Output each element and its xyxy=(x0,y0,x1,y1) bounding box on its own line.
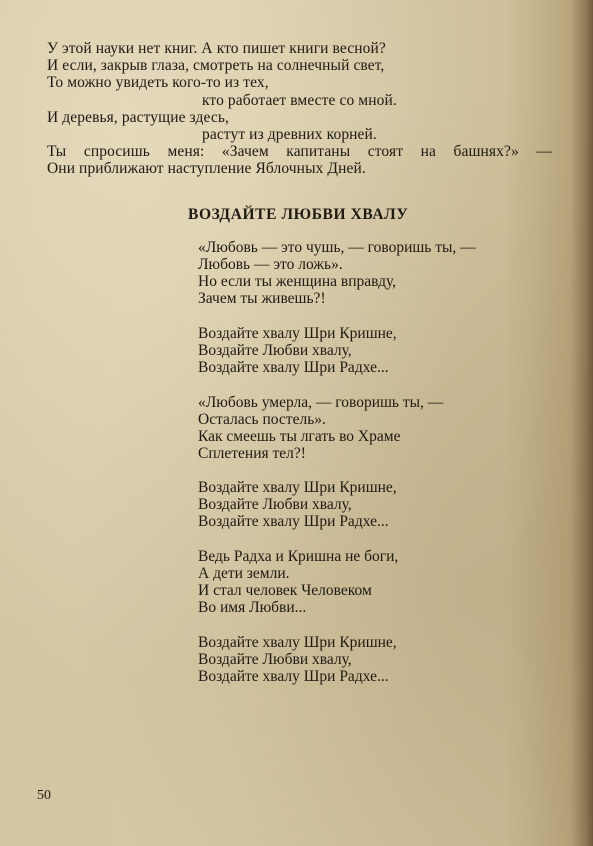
poem-title: ВОЗДАЙТЕ ЛЮБВИ ХВАЛУ xyxy=(188,206,409,223)
refrain-stanza xyxy=(198,325,518,376)
verse-line: Воздайте хвалу Шри Кришне, xyxy=(198,479,397,497)
verse-line: «Любовь умерла, — говоришь ты, — xyxy=(198,393,444,411)
verse-line: Ведь Радха и Кришна не боги, xyxy=(198,548,399,566)
poem-body xyxy=(198,239,518,703)
verse-line: Воздайте Любви хвалу, xyxy=(198,496,352,514)
stanza xyxy=(198,239,518,307)
prose-line: Ты спросишь меня: «Зачем капитаны стоят на башнях?» — xyxy=(47,143,552,161)
stanza xyxy=(198,394,518,462)
prose-line: Они приближают наступление Яблочных Дней. xyxy=(47,160,366,178)
verse-line: Сплетения тел?! xyxy=(198,444,306,462)
verse-line: Как смеешь ты лгать во Храме xyxy=(198,427,401,445)
verse-line: Воздайте хвалу Шри Радхе... xyxy=(198,358,389,376)
verse-line: Осталась постель». xyxy=(198,410,326,428)
verse-line: Воздайте хвалу Шри Радхе... xyxy=(198,667,389,685)
verse-line: Воздайте хвалу Шри Кришне, xyxy=(198,633,397,651)
verse-line: Во имя Любви... xyxy=(198,599,307,617)
prose-line: У этой науки нет книг. А кто пишет книги весной? xyxy=(47,40,386,57)
prose-line: И если, закрыв глаза, смотреть на солнечный свет, xyxy=(47,57,385,75)
verse-line: Любовь — это ложь». xyxy=(198,256,343,273)
verse-line: Воздайте Любви хвалу, xyxy=(198,341,352,359)
page-number: 50 xyxy=(37,788,51,803)
verse-line: Зачем ты живешь?! xyxy=(198,290,326,307)
verse-line: Воздайте Любви хвалу, xyxy=(198,650,352,668)
verse-line: И стал человек Человеком xyxy=(198,582,372,600)
refrain-stanza xyxy=(198,634,518,685)
verse-line: Воздайте хвалу Шри Радхе... xyxy=(198,513,389,531)
stanza xyxy=(198,548,518,616)
prose-line: растут из древних корней. xyxy=(202,126,377,144)
refrain-stanza xyxy=(198,479,518,530)
prose-block xyxy=(47,40,552,178)
prose-line: кто работает вместе со мной. xyxy=(202,91,397,109)
verse-line: «Любовь — это чушь, — говоришь ты, — xyxy=(198,239,476,256)
verse-line: Воздайте хвалу Шри Кришне, xyxy=(198,324,397,342)
verse-line: Но если ты женщина вправду, xyxy=(198,273,397,290)
prose-line: То можно увидеть кого-то из тех, xyxy=(47,74,269,92)
page-spine-shadow xyxy=(571,0,593,846)
prose-line: И деревья, растущие здесь, xyxy=(47,108,229,126)
verse-line: А дети земли. xyxy=(198,565,290,583)
